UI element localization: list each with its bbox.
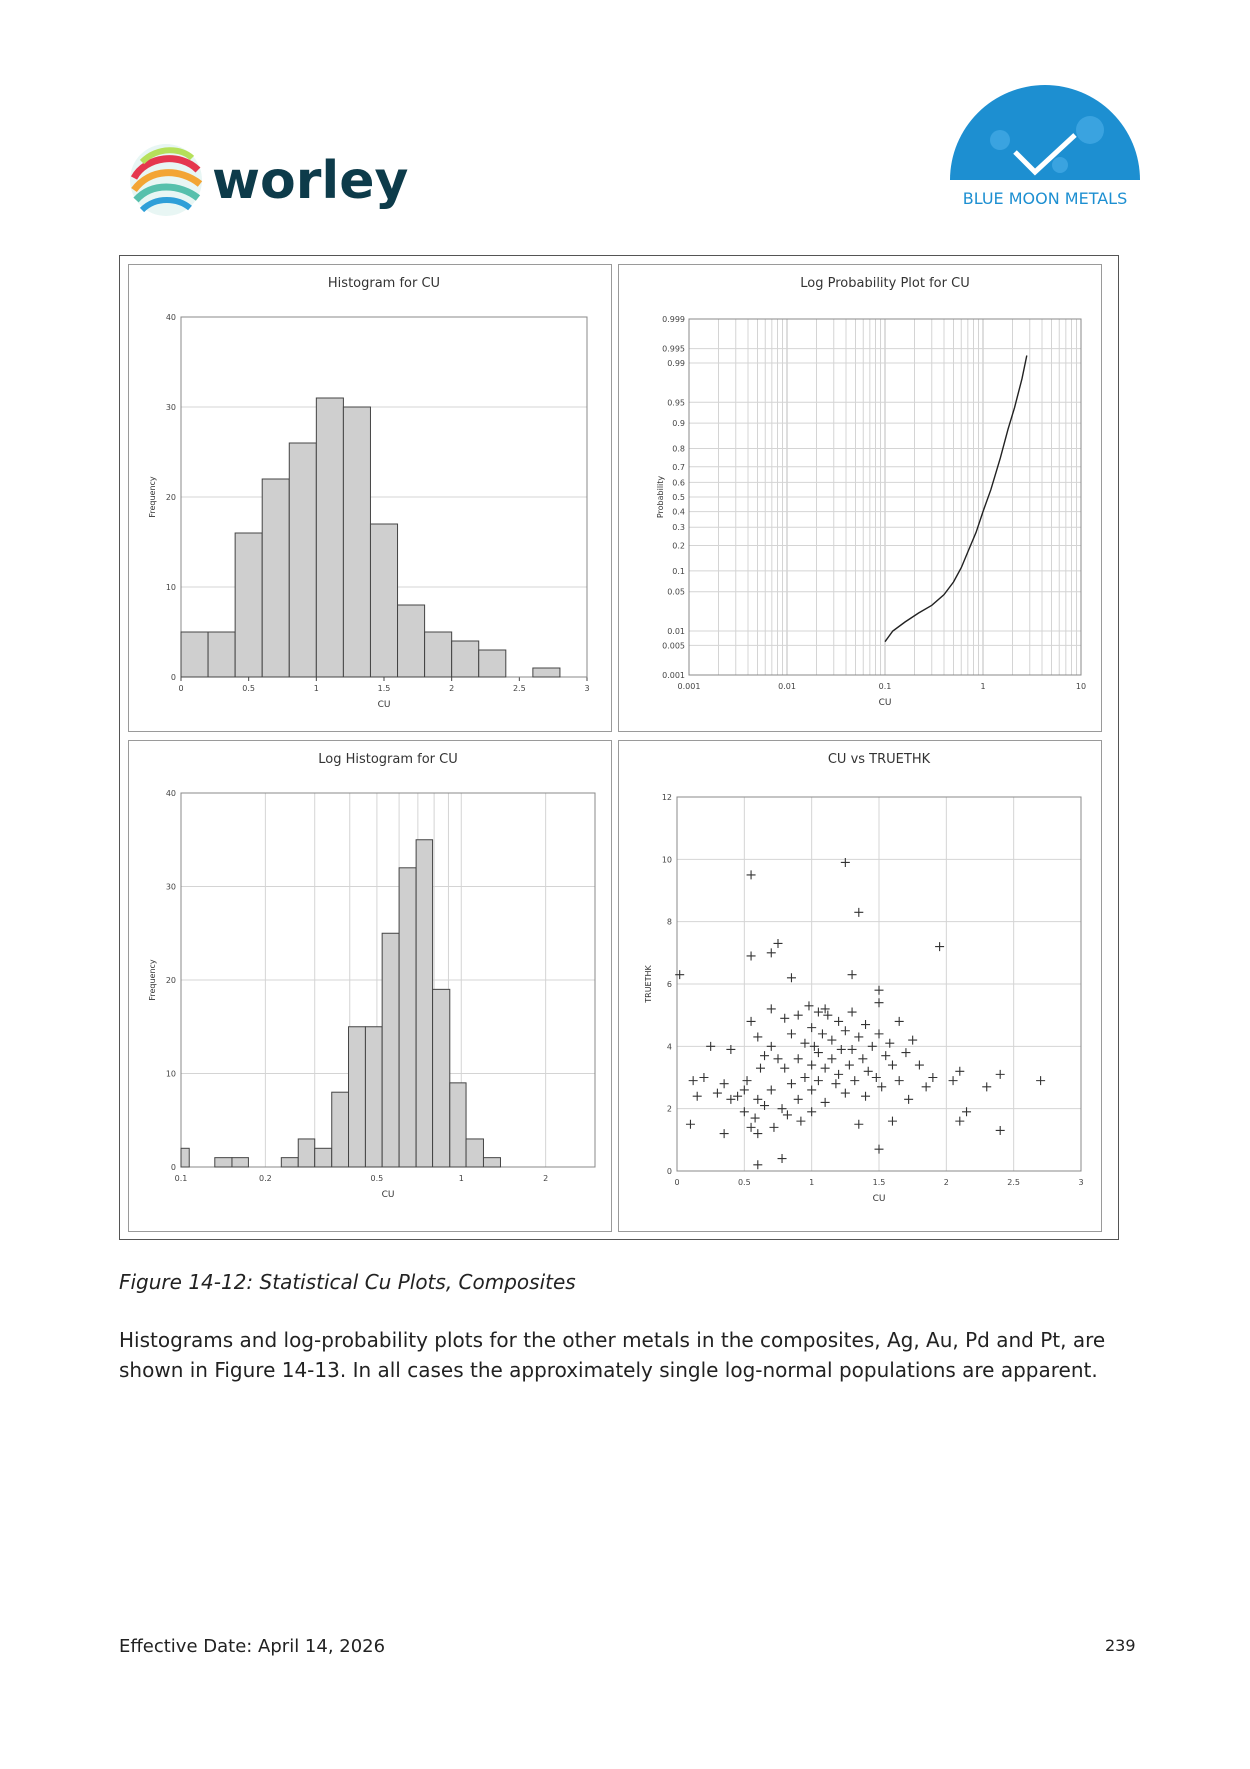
histogram-bar: [281, 1158, 298, 1167]
x-tick-label: 0.1: [878, 682, 892, 691]
probability-line: [885, 356, 1027, 642]
scatter-point: [875, 1145, 884, 1154]
histogram-bar: [349, 1027, 366, 1167]
scatter-point: [875, 998, 884, 1007]
y-tick-label: 0.3: [672, 523, 685, 533]
x-tick-label: 2.5: [1007, 1178, 1021, 1187]
y-tick-label: 0.001: [662, 671, 685, 680]
y-tick-label: 8: [666, 917, 672, 927]
y-axis-label: Frequency: [148, 959, 157, 1001]
y-axis-label: Probability: [656, 475, 665, 519]
scatter-point: [787, 973, 796, 982]
scatter-point: [827, 1036, 836, 1045]
worley-wordmark: worley: [212, 151, 409, 211]
scatter-point: [841, 1089, 850, 1098]
y-tick-label: 0.6: [672, 478, 685, 488]
y-tick-label: 0.005: [662, 641, 685, 651]
scatter-point: [850, 1076, 859, 1085]
scatter-point: [861, 1020, 870, 1029]
scatter-point: [751, 1114, 760, 1123]
footer-effective-date: Effective Date: April 14, 2026: [119, 1636, 386, 1657]
scatter-point: [858, 1054, 867, 1063]
scatter-point: [807, 1085, 816, 1094]
y-tick-label: 30: [165, 882, 176, 892]
histogram-bar: [316, 398, 343, 677]
histogram-bar: [365, 1027, 382, 1167]
y-tick-label: 40: [165, 313, 176, 322]
x-tick-label: 2: [543, 1174, 549, 1183]
histogram-bar: [370, 524, 397, 677]
x-tick-label: 0: [674, 1178, 680, 1187]
x-tick-label: 0.2: [259, 1174, 272, 1183]
histogram-bar: [315, 1148, 332, 1167]
scatter-point: [783, 1110, 792, 1119]
y-tick-label: 10: [165, 1069, 176, 1079]
scatter-point: [767, 1004, 776, 1013]
scatter-point: [699, 1073, 708, 1082]
scatter-point: [928, 1073, 937, 1082]
scatter-point: [895, 1076, 904, 1085]
scatter-point: [807, 1061, 816, 1070]
x-tick-label: 10: [1075, 682, 1087, 691]
scatter-point: [854, 1120, 863, 1129]
histogram-bar: [298, 1139, 314, 1167]
histogram-bar: [425, 632, 452, 677]
histogram-bar: [215, 1158, 232, 1167]
scatter-point: [753, 1160, 762, 1169]
x-tick-label: 0.1: [174, 1174, 188, 1183]
y-tick-label: 40: [165, 789, 176, 798]
scatter-point: [904, 1095, 913, 1104]
scatter-point: [720, 1079, 729, 1088]
histogram-bar: [181, 1148, 189, 1167]
x-tick-label: 1.5: [377, 684, 391, 693]
scatter-point: [794, 1054, 803, 1063]
y-tick-label: 6: [666, 980, 672, 989]
scatter-point: [780, 1014, 789, 1023]
blue-moon-wordmark: BLUE MOON METALS: [962, 189, 1128, 208]
histogram-bar: [452, 641, 479, 677]
x-tick-label: 0.01: [778, 682, 796, 691]
scatter-point: [996, 1126, 1005, 1135]
x-axis-label: CU: [377, 700, 391, 710]
histogram-bar: [399, 868, 416, 1167]
scatter-point: [875, 986, 884, 995]
x-tick-label: 1: [458, 1174, 464, 1183]
x-tick-label: 1: [809, 1178, 815, 1187]
y-tick-label: 20: [165, 976, 176, 985]
histogram-bar: [343, 407, 370, 677]
histogram-bar: [262, 479, 289, 677]
chart-title: Log Histogram for CU: [318, 752, 458, 767]
panel-histogram: [128, 264, 612, 732]
y-tick-label: 0.995: [662, 344, 685, 354]
scatter-point: [800, 1073, 809, 1082]
scatter-point: [888, 1117, 897, 1126]
y-tick-label: 0.01: [667, 626, 685, 636]
chart-title: CU vs TRUETHK: [827, 752, 931, 767]
scatter-point: [935, 942, 944, 951]
y-tick-label: 0.999: [662, 315, 685, 324]
scatter-point: [908, 1036, 917, 1045]
y-tick-label: 0.95: [667, 398, 685, 408]
scatter-point: [778, 1104, 787, 1113]
scatter-point: [753, 1032, 762, 1041]
scatter-point: [818, 1029, 827, 1038]
x-tick-label: 1: [980, 682, 986, 691]
scatter-point: [814, 1076, 823, 1085]
scatter-point: [794, 1095, 803, 1104]
scatter-point: [778, 1154, 787, 1163]
x-tick-label: 2: [449, 684, 455, 693]
scatter-point: [693, 1092, 702, 1101]
histogram-bar: [433, 989, 450, 1167]
y-tick-label: 0.99: [667, 359, 685, 369]
scatter-point: [868, 1042, 877, 1051]
scatter-point: [854, 1032, 863, 1041]
scatter-point: [720, 1129, 729, 1138]
scatter-point: [834, 1070, 843, 1079]
scatter-point: [888, 1061, 897, 1070]
x-tick-label: 2.5: [512, 684, 526, 693]
y-tick-label: 10: [165, 583, 176, 592]
scatter-point: [796, 1117, 805, 1126]
histogram-bar: [332, 1092, 349, 1167]
panel-scatter: [618, 740, 1102, 1232]
scatter-point: [901, 1048, 910, 1057]
y-tick-label: 30: [165, 403, 176, 412]
scatter-point: [689, 1076, 698, 1085]
scatter-point: [854, 908, 863, 917]
panel-log-histogram: [128, 740, 612, 1232]
scatter-point: [740, 1085, 749, 1094]
y-tick-label: 0.05: [667, 587, 685, 597]
x-tick-label: 0.5: [370, 1174, 384, 1183]
scatter-point: [861, 1092, 870, 1101]
histogram-chart: [129, 265, 613, 733]
y-tick-label: 0.7: [672, 462, 685, 472]
scatter-point: [895, 1017, 904, 1026]
scatter-point: [915, 1061, 924, 1070]
scatter-point: [787, 1079, 796, 1088]
y-tick-label: 0.4: [672, 507, 685, 517]
histogram-bar: [416, 840, 432, 1167]
y-tick-label: 20: [165, 493, 176, 502]
histogram-bar: [533, 668, 560, 677]
x-tick-label: 2: [943, 1178, 949, 1187]
histogram-bar: [466, 1139, 483, 1167]
scatter-point: [774, 939, 783, 948]
scatter-point: [794, 1011, 803, 1020]
y-tick-label: 0.1: [672, 566, 685, 576]
worley-logo: [128, 138, 468, 228]
y-tick-label: 0.8: [672, 444, 685, 454]
scatter-point: [821, 1064, 830, 1073]
x-tick-label: 3: [584, 684, 590, 693]
histogram-bar: [398, 605, 425, 677]
chart-title: Log Probability Plot for CU: [800, 276, 970, 291]
scatter-point: [814, 1048, 823, 1057]
x-tick-label: 1: [313, 684, 319, 693]
histogram-bar: [232, 1158, 248, 1167]
histogram-bar: [479, 650, 506, 677]
scatter-point: [753, 1129, 762, 1138]
scatter-point: [845, 1061, 854, 1070]
y-axis-label: Frequency: [148, 476, 157, 518]
scatter-point: [747, 1017, 756, 1026]
scatter-point: [753, 1095, 762, 1104]
scatter-point: [827, 1054, 836, 1063]
scatter-point: [821, 1098, 830, 1107]
scatter-point: [706, 1042, 715, 1051]
histogram-bar: [382, 933, 399, 1167]
log-probability-chart: [619, 265, 1103, 733]
scatter-point: [713, 1089, 722, 1098]
x-tick-label: 0.5: [242, 684, 256, 693]
scatter-point: [955, 1117, 964, 1126]
y-tick-label: 2: [666, 1104, 672, 1114]
scatter-point: [760, 1051, 769, 1060]
scatter-point: [881, 1051, 890, 1060]
scatter-point: [780, 1064, 789, 1073]
page-number: 239: [1105, 1636, 1136, 1655]
figure-caption: Figure 14-12: Statistical Cu Plots, Composites: [119, 1270, 576, 1294]
log-histogram-chart: [129, 741, 613, 1233]
histogram-bar: [235, 533, 262, 677]
x-tick-label: 1.5: [872, 1178, 886, 1187]
histogram-bar: [289, 443, 316, 677]
scatter-point: [922, 1082, 931, 1091]
x-axis-label: CU: [381, 1190, 395, 1200]
blue-moon-metals-logo: [940, 80, 1150, 210]
scatter-point: [747, 951, 756, 960]
histogram-bar: [450, 1083, 466, 1167]
scatter-point: [848, 970, 857, 979]
scatter-point: [807, 1023, 816, 1032]
x-tick-label: 0.5: [737, 1178, 751, 1187]
y-tick-label: 4: [666, 1042, 672, 1052]
figure-statistical-plots: [119, 255, 1119, 1240]
scatter-point: [767, 948, 776, 957]
worley-swirl-icon: [130, 144, 202, 216]
scatter-point: [834, 1017, 843, 1026]
scatter-point: [996, 1070, 1005, 1079]
scatter-point: [767, 1042, 776, 1051]
scatter-point: [774, 1054, 783, 1063]
y-axis-label: TRUETHK: [644, 965, 653, 1003]
histogram-bar: [483, 1158, 500, 1167]
scatter-point: [1036, 1076, 1045, 1085]
x-axis-label: CU: [878, 698, 892, 708]
scatter-point: [787, 1029, 796, 1038]
scatter-point: [747, 1123, 756, 1132]
x-tick-label: 0.001: [677, 682, 701, 691]
chart-title: Histogram for CU: [327, 276, 441, 291]
x-tick-label: 0: [178, 684, 184, 693]
scatter-point: [769, 1123, 778, 1132]
scatter-point: [848, 1008, 857, 1017]
histogram-bar: [208, 632, 235, 677]
scatter-point: [767, 1085, 776, 1094]
y-tick-label: 0: [170, 1163, 176, 1172]
y-tick-label: 0: [666, 1167, 672, 1176]
x-tick-label: 3: [1078, 1178, 1084, 1187]
scatter-point: [756, 1064, 765, 1073]
scatter-point: [875, 1029, 884, 1038]
y-tick-label: 12: [661, 793, 672, 802]
x-axis-label: CU: [872, 1194, 886, 1204]
scatter-point: [747, 870, 756, 879]
y-tick-label: 0.5: [672, 493, 685, 502]
histogram-bar: [181, 632, 208, 677]
body-paragraph: Histograms and log-probability plots for the other metals in the composites, Ag, Au, Pd and Pt, are shown in Figure 14-13. In all cases the approximately single log-normal populations are apparent.: [119, 1328, 1106, 1382]
scatter-point: [864, 1067, 873, 1076]
y-tick-label: 10: [661, 855, 672, 865]
y-tick-label: 0.2: [672, 541, 685, 551]
scatter-point: [949, 1076, 958, 1085]
scatter-point: [831, 1079, 840, 1088]
scatter-point: [955, 1067, 964, 1076]
scatter-point: [982, 1082, 991, 1091]
scatter-chart: [619, 741, 1103, 1233]
scatter-point: [686, 1120, 695, 1129]
scatter-point: [841, 1026, 850, 1035]
panel-log-probability: [618, 264, 1102, 732]
y-tick-label: 0: [170, 673, 176, 682]
y-tick-label: 0.9: [672, 419, 685, 429]
